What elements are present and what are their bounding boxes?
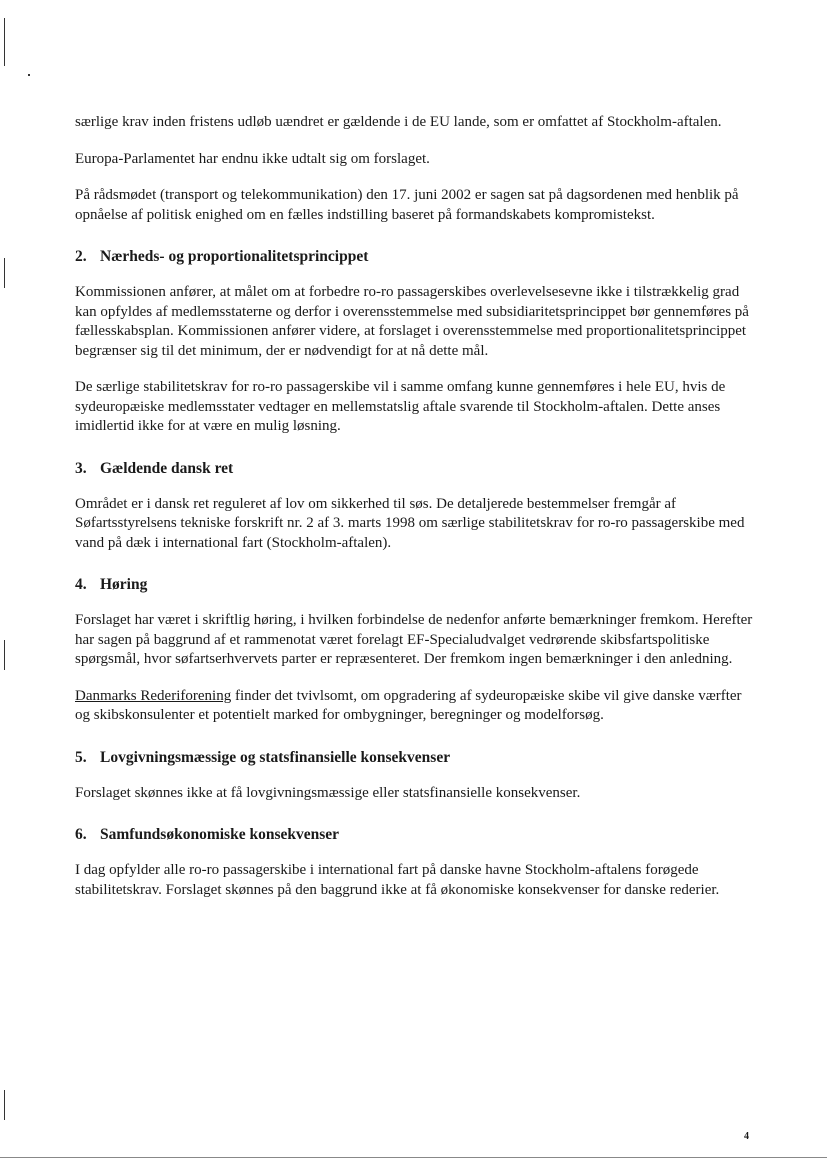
section-paragraph: Forslaget har været i skriftlig høring, i hvilken forbindelse de nedenfor anførte bemærkninger fremkom. Herefter har sagen på baggrund af et rammenotat været forelagt EF-Specialudvalget vedrørende skibsfartspolitiske spørgsmål, hvor søfartserhvervets parter er repræsenteret. Der fremkom ingen bemærkninger i den anledning. [75, 612, 753, 667]
section-number: 3. [75, 459, 87, 477]
section-heading-2 [75, 247, 755, 266]
page-number: 4 [744, 1131, 749, 1142]
section-number: 2. [75, 248, 87, 265]
paragraph-rest: finder det tvivlsomt, om opgradering af sydeuropæiske skibe vil give danske værfter og skibskonsulenter et potentielt marked for ombygninger, beregninger og modelforsøg. [75, 687, 742, 723]
intro-paragraph: særlige krav inden fristens udløb uændret er gældende i de EU lande, som er omfattet af Stockholm-aftalen. [75, 114, 722, 130]
section-heading-4 [75, 575, 755, 594]
section-number: 6. [75, 826, 87, 843]
scan-mark [4, 640, 5, 670]
section-title: Samfundsøkonomiske konsekvenser [100, 826, 340, 843]
section-title: Høring [100, 576, 148, 593]
intro-paragraph: Europa-Parlamentet har endnu ikke udtalt sig om forslaget. [75, 150, 430, 167]
page-bottom-edge [0, 1157, 827, 1158]
section-paragraph: Forslaget skønnes ikke at få lovgivningsmæssige eller statsfinansielle konsekvenser. [75, 784, 581, 801]
section-number: 4. [75, 576, 87, 593]
intro-paragraph: På rådsmødet (transport og telekommunikation) den 17. juni 2002 er sagen sat på dagsordenen med henblik på opnåelse af politisk enighed om en fælles indstilling baseret på formandskabets kompromistekst. [75, 187, 739, 223]
scan-mark [28, 74, 30, 76]
scan-mark [4, 258, 5, 288]
scan-mark [4, 18, 5, 66]
section-heading-6 [75, 825, 755, 844]
section-title: Lovgivningsmæssige og statsfinansielle konsekvenser [100, 748, 451, 766]
section-heading-5 [75, 748, 755, 767]
section-paragraph: I dag opfylder alle ro-ro passagerskibe i international fart på danske havne Stockholm-aftalens forøgede stabilitetskrav. Forslaget skønnes på den baggrund ikke at få økonomiske konsekvenser for danske rederier. [75, 862, 720, 898]
section-paragraph: De særlige stabilitetskrav for ro-ro passagerskibe vil i samme omfang kunne gennemføres i hele EU, hvis de sydeuropæiske medlemsstater vedtager en mellemstatslig aftale svarende til Stockholm-aftalen. Dette anses imidlertid ikke for at være en mulig løsning. [75, 379, 726, 434]
scan-mark [4, 1090, 5, 1120]
section-title: Nærheds- og proportionalitetsprincippet [100, 248, 369, 265]
organization-name: Danmarks Rederiforening [75, 687, 232, 704]
section-paragraph: Kommissionen anfører, at målet om at forbedre ro-ro passagerskibes overlevelsesevne ikke i tilstrækkelig grad kan opfyldes af medlemsstaterne og derfor i overensstemmelse med subsidiaritetsprincippet bør gennemføres på fællesskabsplan. Kommissionen anfører videre, at forslaget i overensstemmelse med proportionalitetsprincippet begrænser sig til det minimum, der er nødvendigt for at nå dette mål. [75, 284, 749, 359]
section-number: 5. [75, 748, 87, 766]
section-paragraph [75, 687, 755, 726]
document-body [75, 113, 755, 917]
section-paragraph: Området er i dansk ret reguleret af lov om sikkerhed til søs. De detaljerede bestemmelser fremgår af Søfartsstyrelsens tekniske forskrift nr. 2 af 3. marts 1998 om særlige stabilitetskrav for ro-ro passagerskibe med vand på dæk i international fart (Stockholm-aftalen). [75, 495, 745, 551]
section-title: Gældende dansk ret [100, 459, 234, 477]
section-heading-3 [75, 459, 755, 478]
